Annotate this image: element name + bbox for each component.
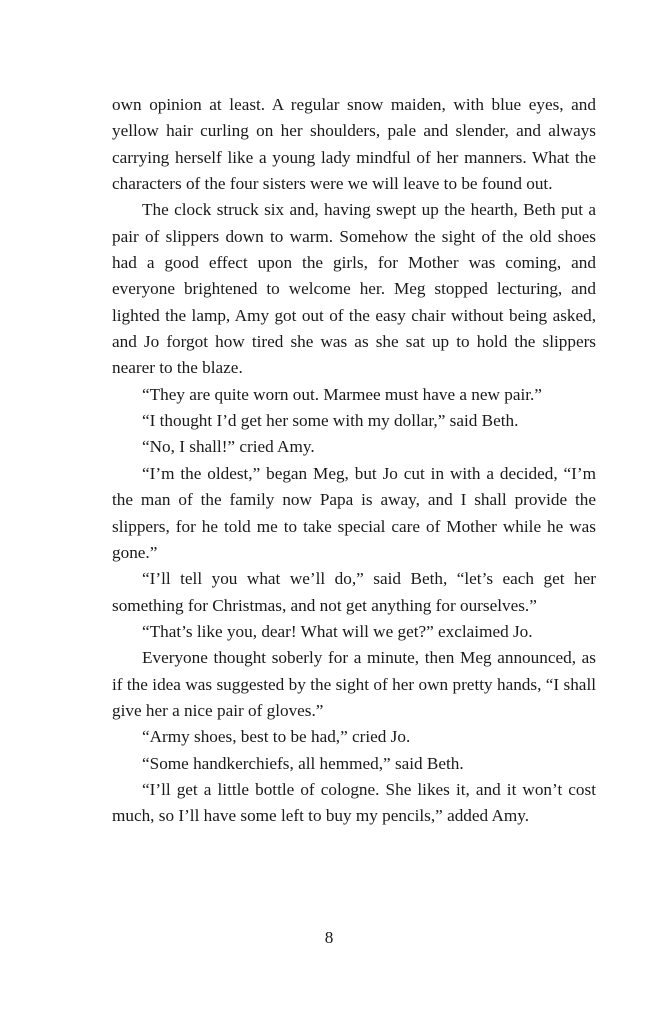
paragraph-4: “I thought I’d get her some with my dollar,” said Beth. — [142, 411, 519, 431]
paragraph-2: The clock struck six and, having swept up the hearth, Beth put a pair of slippers down to warm. Somehow the sight of the old shoes had a good effect upon the girls, for Mother was coming, and everyone brightened to welcome her. Meg stopped lecturing, and lighted the lamp, Amy got out of the easy chair without being asked, and Jo forgot how tired she was as she sat up to hold the slippers nearer to the blaze. — [112, 200, 596, 378]
paragraph-10: “Army shoes, best to be had,” cried Jo. — [142, 727, 411, 747]
paragraph-11: “Some handkerchiefs, all hemmed,” said Beth. — [142, 753, 464, 773]
body-text — [112, 92, 596, 830]
paragraph-5: “No, I shall!” cried Amy. — [142, 437, 315, 457]
paragraph-3: “They are quite worn out. Marmee must have a new pair.” — [142, 384, 542, 404]
paragraph-8: “That’s like you, dear! What will we get?” exclaimed Jo. — [142, 621, 533, 641]
paragraph-12: “I’ll get a little bottle of cologne. She likes it, and it won’t cost much, so I’ll have some left to buy my pencils,” added Amy. — [112, 779, 596, 826]
paragraph-6: “I’m the oldest,” began Meg, but Jo cut in with a decided, “I’m the man of the family now Papa is away, and I shall provide the slippers, for he told me to take special care of Mother while he was gone.” — [112, 463, 596, 562]
paragraph-7: “I’ll tell you what we’ll do,” said Beth, “let’s each get her something for Christmas, and not get anything for ourselves.” — [112, 569, 596, 615]
paragraph-1: own opinion at least. A regular snow maiden, with blue eyes, and yellow hair curling on her shoulders, pale and slender, and always carrying herself like a young lady mindful of her manners. What the characters of the four sisters were we will leave to be found out. — [112, 95, 596, 194]
paragraph-9: Everyone thought soberly for a minute, then Meg announced, as if the idea was suggested by the sight of her own pretty hands, “I shall give her a nice pair of gloves.” — [112, 648, 596, 720]
page-number: 8 — [324, 928, 334, 947]
